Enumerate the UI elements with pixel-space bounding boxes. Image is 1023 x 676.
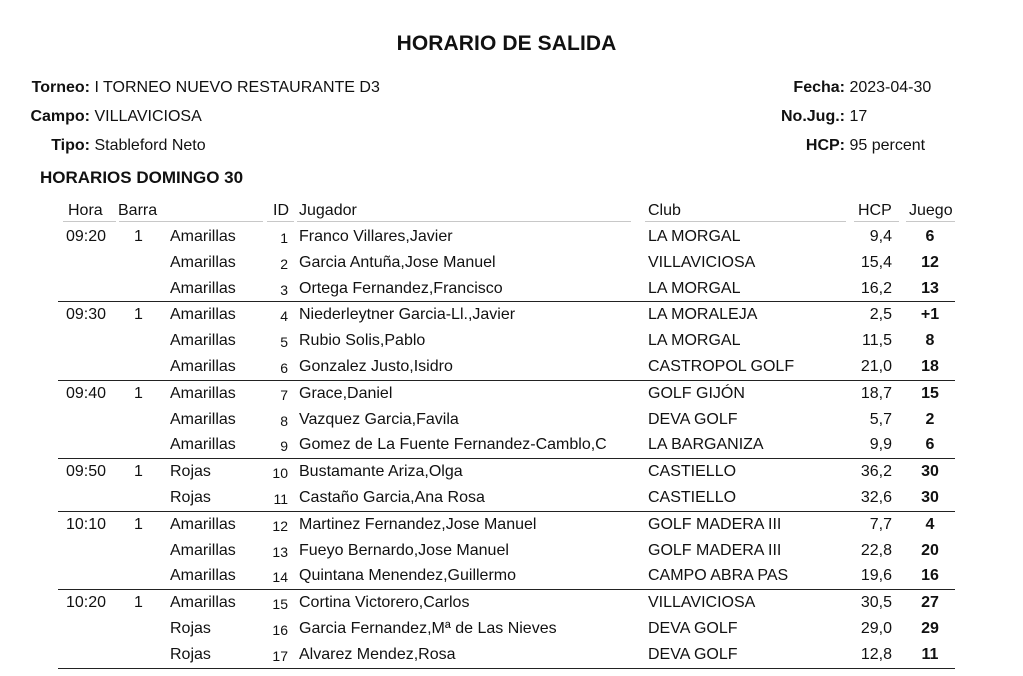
jugador-cell: Fueyo Bernardo,Jose Manuel (299, 541, 509, 559)
nojug-label: No.Jug.: (781, 108, 845, 125)
tee-cell: Amarillas (170, 253, 236, 271)
juego-cell: 13 (921, 279, 939, 297)
barra-cell: 1 (134, 463, 143, 481)
torneo-label: Torneo: (31, 79, 90, 96)
id-cell: 6 (280, 359, 288, 376)
juego-cell: 8 (925, 332, 935, 350)
hcp-cell: 9,4 (869, 228, 892, 245)
hora-cell: 09:30 (66, 306, 107, 324)
col-id: ID (273, 202, 289, 219)
table-row (58, 616, 955, 642)
tee-time-group (58, 459, 955, 512)
jugador-cell: Ortega Fernandez,Francisco (299, 279, 503, 297)
tee-cell: Amarillas (170, 306, 236, 324)
info-tipo (0, 137, 206, 155)
id-cell: 11 (273, 490, 288, 507)
barra-cell: 1 (134, 384, 143, 402)
hcp-cell: 29,0 (860, 619, 892, 637)
hora-cell: 10:10 (66, 515, 107, 533)
juego-cell: 18 (921, 357, 939, 375)
hcp-label: HCP: (805, 137, 845, 154)
hora-cell: 09:40 (66, 384, 107, 402)
tee-time-group (58, 512, 955, 590)
tee-cell: Amarillas (170, 436, 236, 454)
club-cell: LA MORGAL (648, 228, 741, 245)
id-cell: 13 (272, 543, 288, 560)
tipo-label: Tipo: (51, 137, 90, 154)
header-divider (645, 221, 846, 222)
hcp-cell: 12,8 (860, 645, 892, 663)
juego-cell: 11 (921, 645, 939, 663)
table-row (58, 381, 955, 407)
tee-cell: Rojas (170, 645, 211, 663)
id-cell: 15 (272, 596, 288, 613)
col-jugador: Jugador (299, 202, 357, 219)
col-juego: Juego (909, 202, 953, 219)
info-fecha (745, 79, 931, 97)
hcp-cell: 16,2 (860, 279, 892, 297)
id-cell: 10 (272, 465, 288, 482)
tee-cell: Amarillas (170, 332, 236, 350)
club-cell: CASTROPOL GOLF (648, 357, 795, 375)
club-cell: CASTIELLO (648, 463, 737, 481)
tee-cell: Amarillas (170, 515, 236, 533)
table-row (58, 328, 955, 354)
club-cell: GOLF GIJÓN (648, 384, 745, 402)
jugador-cell: Cortina Victorero,Carlos (299, 594, 470, 612)
info-campo (0, 108, 202, 126)
tee-cell: Amarillas (170, 410, 236, 428)
header-divider (63, 221, 116, 222)
jugador-cell: Rubio Solis,Pablo (299, 332, 426, 350)
id-cell: 1 (280, 230, 288, 246)
id-cell: 5 (280, 334, 288, 351)
header-divider (119, 221, 263, 222)
hcp-value: 95 percent (849, 137, 926, 154)
table-row (58, 485, 955, 511)
juego-cell: 27 (921, 594, 939, 612)
fecha-label: Fecha: (793, 79, 845, 96)
jugador-cell: Gonzalez Justo,Isidro (299, 357, 453, 375)
tee-time-group (58, 302, 955, 380)
tee-cell: Amarillas (170, 594, 236, 612)
juego-cell: 4 (925, 515, 935, 533)
juego-cell: 12 (921, 253, 939, 271)
table-body (58, 224, 955, 669)
table-row (58, 250, 955, 276)
hcp-cell: 22,8 (860, 541, 892, 559)
hora-cell: 09:50 (66, 463, 107, 481)
tee-cell: Rojas (170, 488, 211, 506)
id-cell: 8 (280, 412, 288, 429)
col-hcp: HCP (858, 202, 892, 219)
hcp-cell: 18,7 (860, 384, 892, 402)
club-cell: DEVA GOLF (648, 410, 738, 428)
id-cell: 4 (280, 308, 288, 325)
barra-cell: 1 (134, 306, 143, 324)
nojug-value: 17 (849, 108, 868, 125)
jugador-cell: Grace,Daniel (299, 384, 393, 402)
tee-cell: Amarillas (170, 541, 236, 559)
jugador-cell: Castaño Garcia,Ana Rosa (299, 488, 485, 506)
juego-cell: 6 (925, 436, 935, 454)
hcp-cell: 15,4 (860, 253, 892, 271)
header-divider (267, 221, 294, 222)
jugador-cell: Quintana Menendez,Guillermo (299, 567, 517, 585)
juego-cell: 20 (921, 541, 939, 559)
hora-cell: 09:20 (66, 228, 107, 245)
fecha-value: 2023-04-30 (849, 79, 932, 96)
tee-cell: Amarillas (170, 228, 236, 245)
barra-cell: 1 (134, 515, 143, 533)
tee-time-group (58, 381, 955, 459)
club-cell: LA MORGAL (648, 279, 741, 297)
hcp-cell: 32,6 (860, 488, 892, 506)
jugador-cell: Vazquez Garcia,Favila (299, 410, 459, 428)
juego-cell: 30 (921, 488, 939, 506)
tee-cell: Amarillas (170, 357, 236, 375)
header-divider (854, 221, 899, 222)
info-nojug (745, 108, 867, 126)
jugador-cell: Garcia Antuña,Jose Manuel (299, 253, 496, 271)
club-cell: GOLF MADERA III (648, 515, 782, 533)
tee-time-group (58, 224, 955, 302)
juego-cell: 16 (921, 567, 939, 585)
id-cell: 12 (272, 517, 288, 534)
club-cell: LA BARGANIZA (648, 436, 764, 454)
tee-cell: Amarillas (170, 567, 236, 585)
hcp-cell: 2,5 (869, 306, 892, 324)
id-cell: 17 (272, 647, 288, 664)
hcp-cell: 19,6 (860, 567, 892, 585)
table-row (58, 276, 955, 302)
id-cell: 2 (280, 255, 288, 272)
club-cell: VILLAVICIOSA (648, 594, 756, 612)
table-row (58, 512, 955, 538)
juego-cell: 29 (921, 619, 939, 637)
jugador-cell: Garcia Fernandez,Mª de Las Nieves (299, 619, 557, 637)
juego-cell: 30 (921, 463, 939, 481)
club-cell: DEVA GOLF (648, 645, 738, 663)
juego-cell: 6 (925, 228, 935, 245)
col-hora: Hora (68, 202, 103, 219)
tee-cell: Rojas (170, 463, 211, 481)
hcp-cell: 30,5 (860, 594, 892, 612)
club-cell: GOLF MADERA III (648, 541, 782, 559)
campo-value: VILLAVICIOSA (94, 108, 202, 125)
club-cell: CAMPO ABRA PAS (648, 567, 789, 585)
juego-cell: 15 (921, 384, 939, 402)
tee-cell: Rojas (170, 619, 211, 637)
header-divider (906, 221, 955, 222)
hora-cell: 10:20 (66, 594, 107, 612)
table-row (58, 563, 955, 589)
hcp-cell: 36,2 (860, 463, 892, 481)
info-hcp (745, 137, 925, 155)
club-cell: VILLAVICIOSA (648, 253, 756, 271)
table-row (58, 407, 955, 433)
table-row (58, 642, 955, 668)
campo-label: Campo: (30, 108, 90, 125)
torneo-value: I TORNEO NUEVO RESTAURANTE D3 (94, 79, 380, 96)
barra-cell: 1 (134, 594, 143, 612)
id-cell: 16 (272, 621, 288, 638)
club-cell: CASTIELLO (648, 488, 737, 506)
hcp-cell: 21,0 (860, 357, 892, 375)
club-cell: LA MORALEJA (648, 306, 758, 324)
table-row (58, 538, 955, 564)
table-row (58, 590, 955, 616)
juego-cell: +1 (920, 306, 940, 324)
table-row (58, 224, 955, 250)
jugador-cell: Gomez de La Fuente Fernandez-Camblo,C (299, 436, 607, 454)
col-barra: Barra (118, 202, 158, 219)
table-row (58, 302, 955, 328)
table-row (58, 459, 955, 485)
tee-time-group (58, 590, 955, 668)
hcp-cell: 7,7 (869, 515, 892, 533)
juego-cell: 2 (925, 410, 935, 428)
id-cell: 9 (280, 438, 288, 455)
tipo-value: Stableford Neto (94, 137, 206, 154)
id-cell: 7 (280, 386, 288, 403)
jugador-cell: Niederleytner Garcia-Ll.,Javier (299, 306, 516, 324)
hcp-cell: 5,7 (869, 410, 892, 428)
id-cell: 3 (280, 281, 288, 298)
hcp-cell: 9,9 (869, 436, 892, 454)
tee-times-table (58, 200, 955, 669)
hcp-cell: 11,5 (862, 332, 892, 350)
tee-cell: Amarillas (170, 279, 236, 297)
jugador-cell: Bustamante Ariza,Olga (299, 463, 463, 481)
jugador-cell: Franco Villares,Javier (299, 228, 453, 245)
page-title: HORARIO DE SALIDA (396, 32, 617, 55)
jugador-cell: Alvarez Mendez,Rosa (299, 645, 456, 663)
id-cell: 14 (272, 569, 288, 586)
barra-cell: 1 (134, 228, 143, 245)
header-divider (297, 221, 631, 222)
col-club: Club (648, 202, 681, 219)
club-cell: DEVA GOLF (648, 619, 738, 637)
club-cell: LA MORGAL (648, 332, 741, 350)
info-torneo (0, 79, 380, 97)
jugador-cell: Martinez Fernandez,Jose Manuel (299, 515, 537, 533)
section-title: HORARIOS DOMINGO 30 (40, 168, 244, 187)
table-row (58, 432, 955, 458)
table-header (58, 200, 955, 224)
table-row (58, 354, 955, 380)
tee-cell: Amarillas (170, 384, 236, 402)
